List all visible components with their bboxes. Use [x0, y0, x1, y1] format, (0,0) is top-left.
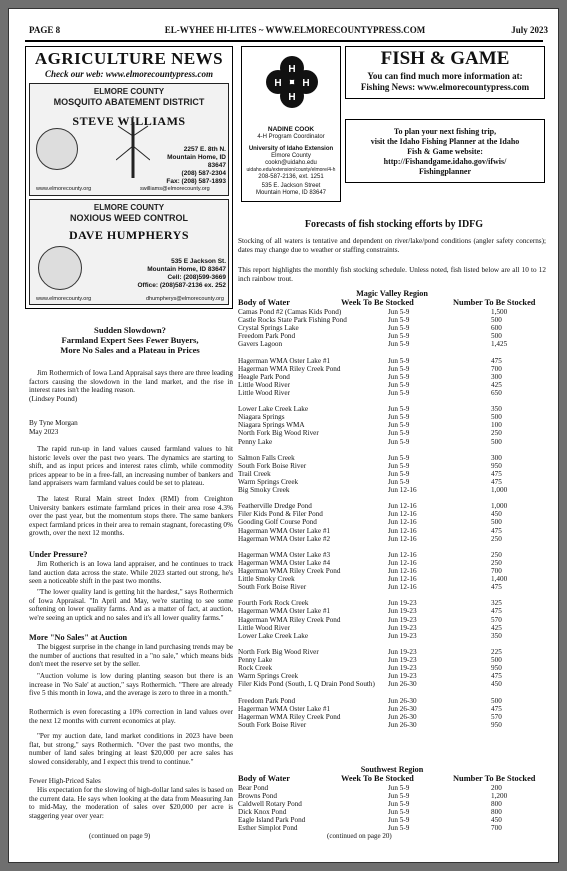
water-name: South Fork Boise River: [238, 720, 307, 729]
newspaper-page: [8, 8, 559, 863]
water-name: Gavers Lagoon: [238, 340, 283, 349]
stock-week: Jun 19-23: [388, 672, 417, 681]
stock-count: 500: [491, 696, 502, 705]
table-row: [238, 510, 546, 518]
weed-ad-address: 535 E Jackson St. Mountain Home, ID 83647 Cell: (208)599-3669 Office: (208)587-2136 ex. 252: [137, 258, 226, 289]
stock-count: 1,000: [491, 486, 508, 495]
county-seal-icon: [38, 246, 82, 290]
forecast-intro: Stocking of all waters is tentative and dependent on river/lake/pond conditions (angler safety concerns); dates may change due to weather or staffing constraints.: [238, 237, 546, 254]
fourh-org2: Elmore County: [271, 153, 311, 159]
mosquito-ad-title2: MOSQUITO ABATEMENT DISTRICT: [53, 97, 205, 107]
table-row: [238, 389, 546, 397]
table-row: [238, 705, 546, 713]
stock-count: 350: [491, 405, 502, 414]
weed-ad-name: DAVE HUMPHERYS: [68, 228, 190, 242]
noxious-weed-ad: [29, 199, 229, 305]
stock-count: 600: [491, 324, 502, 333]
stock-count: 570: [491, 615, 502, 624]
table-spacer: [238, 591, 546, 599]
fourh-ad: [241, 46, 341, 202]
stock-count: 700: [491, 824, 502, 833]
article-paragraph: "Per my auction date, land market conditions in 2023 have been flat, but strong," says Rothermich. "Over the past two months, the number of land sales bringing at least $20,000 per acre sales has slowed considerably, and I expect this trend to continue.": [29, 732, 233, 766]
stock-count: 250: [491, 429, 502, 438]
stock-week: Jun 12-16: [388, 567, 417, 575]
table-row: [238, 792, 546, 800]
stock-count: 425: [491, 623, 502, 632]
stock-week: Jun 19-23: [388, 647, 417, 656]
table-row: [238, 486, 546, 494]
water-name: Esther Simplot Pond: [238, 824, 298, 833]
stock-count: 950: [491, 720, 502, 729]
table-row: [238, 607, 546, 615]
stock-week: Jun 5-9: [388, 437, 410, 446]
article-paragraph: The latest Rural Main street Index (RMI) from Creighton University bankers estimate farmland prices in their area rose 4.3% over the past year, but the momentum stops there. The same bankers expect farmland prices in their area to remain stagnant, forecasting 0% growth, over the next 12 months.: [29, 495, 233, 538]
water-name: Filer Kids Pond & Filer Pond: [238, 510, 323, 519]
southwest-heading: Southwest Region: [360, 765, 424, 774]
water-name: Little Wood River: [238, 388, 290, 397]
stock-count: 475: [491, 469, 502, 478]
county-seal-icon: [36, 128, 78, 170]
stock-week: Jun 5-9: [388, 800, 410, 809]
weed-ad-title1: ELMORE COUNTY: [93, 203, 165, 212]
agriculture-title: AGRICULTURE NEWS: [34, 49, 224, 68]
stock-week: Jun 12-16: [388, 550, 417, 559]
article-subhead: Under Pressure?: [29, 550, 88, 559]
water-name: Little Smoky Creek: [238, 575, 295, 584]
water-name: North Fork Big Wood River: [238, 429, 319, 438]
stock-week: Jun 12-16: [388, 526, 417, 535]
continued-page-9: (continued on page 9): [89, 832, 151, 840]
fishing-planner-text: To plan your next fishing trip, visit the Idaho Fishing Planner at the Idaho Fish & Game website: http://Fishandgame.idaho.gov/ifwis/ Fishingplanner: [370, 127, 520, 176]
table-spacer: [238, 640, 546, 648]
article-paragraph: His expectation for the slowing of high-dollar land sales is based on the current data. He says when looking at the data from Measuring Jan to mid-May, the moderation of sales over $20,000 per acre is staggering year over year:: [29, 786, 233, 820]
table-row: [238, 357, 546, 365]
page-number: PAGE 8: [29, 25, 61, 35]
water-name: Fourth Fork Rock Creek: [238, 599, 309, 608]
water-name: Big Smoky Creek: [238, 486, 290, 495]
stock-count: 425: [491, 380, 502, 389]
table-row: [238, 656, 546, 664]
table-row: [238, 535, 546, 543]
table-row: [238, 324, 546, 332]
mosquito-ad-title1: ELMORE COUNTY: [93, 87, 165, 96]
table-spacer: [238, 688, 546, 696]
table-spacer: [238, 543, 546, 551]
stock-week: Jun 12-16: [388, 534, 417, 543]
stock-week: Jun 5-9: [388, 324, 410, 333]
table-row: [238, 583, 546, 591]
water-name: Camas Pond #2 (Camas Kids Pond): [238, 308, 342, 316]
article-headline: Sudden Slowdown? Farmland Expert Sees Fewer Buyers, More No Sales and a Plateau in Prices: [60, 325, 200, 355]
fish-game-title: FISH & GAME: [380, 48, 510, 69]
stock-week: Jun 5-9: [388, 477, 410, 486]
stock-week: Jun 5-9: [388, 372, 410, 381]
stock-week: Jun 12-16: [388, 583, 417, 592]
svg-text:H: H: [274, 78, 282, 89]
stock-count: 500: [491, 518, 502, 527]
stock-week: Jun 12-16: [388, 518, 417, 527]
table-spacer: [238, 348, 546, 356]
article-lead: Jim Rothermich of Iowa Land Appraisal says there are three leading factors causing the slowdown in the land market, and the rise in interest rates isn't the leading reason. (Lindsey Pound): [29, 369, 233, 403]
water-name: Crystal Springs Lake: [238, 324, 299, 333]
table-row: [238, 527, 546, 535]
table-row: [238, 308, 546, 316]
stock-count: 475: [491, 607, 502, 616]
water-name: Trail Creek: [238, 469, 271, 478]
fourh-email: cookn@uidaho.edu: [265, 160, 317, 166]
water-name: Hagerman WMA Riley Creek Pond: [238, 567, 341, 575]
stock-count: 325: [491, 599, 502, 608]
water-name: Little Wood River: [238, 380, 290, 389]
article-paragraph: The biggest surprise in the change in land purchasing trends may be the number of auctions that resulted in a "no sale," which means bids don't meet the reserve set by the seller.: [29, 643, 233, 669]
stock-week: Jun 26-30: [388, 704, 417, 713]
stock-week: Jun 5-9: [388, 388, 410, 397]
stock-count: 250: [491, 558, 502, 567]
continued-page-20: (continued on page 20): [327, 832, 392, 840]
fourh-addr1: 535 E. Jackson Street: [261, 183, 321, 189]
stock-count: 500: [491, 413, 502, 422]
stock-count: 475: [491, 583, 502, 592]
mosquito-ad-name: STEVE WILLIAMS: [72, 114, 186, 128]
fourh-web: uidaho.edu/extension/county/elmore/4-h: [246, 167, 336, 173]
water-name: Little Wood River: [238, 623, 290, 632]
water-name: Hagerman WMA Oster Lake #1: [238, 526, 331, 535]
magic-table-header: [238, 298, 546, 308]
stock-week: Jun 5-9: [388, 461, 410, 470]
stock-week: Jun 26-30: [388, 720, 417, 729]
table-row: [238, 405, 546, 413]
stock-week: Jun 26-30: [388, 680, 417, 689]
table-row: [238, 413, 546, 421]
water-name: Hagerman WMA Oster Lake #3: [238, 550, 331, 559]
water-name: Hagerman WMA Riley Creek Pond: [238, 615, 341, 624]
stock-count: 650: [491, 388, 502, 397]
water-name: Niagara Springs WMA: [238, 421, 305, 430]
stock-count: 500: [491, 437, 502, 446]
stock-count: 1,200: [491, 792, 508, 801]
table-row: [238, 429, 546, 437]
col-week: Week To Be Stocked: [341, 774, 414, 783]
four-h-clover-icon: [265, 55, 319, 109]
stock-week: Jun 19-23: [388, 599, 417, 608]
table-row: [238, 421, 546, 429]
table-row: [238, 454, 546, 462]
stock-week: Jun 5-9: [388, 421, 410, 430]
stock-week: Jun 5-9: [388, 356, 410, 365]
water-name: Hagerman WMA Riley Creek Pond: [238, 712, 341, 721]
water-name: Dick Knox Pond: [238, 808, 287, 817]
stock-count: 700: [491, 364, 502, 373]
water-name: Heagle Park Pond: [238, 372, 290, 381]
table-row: [238, 518, 546, 526]
water-name: Featherville Dredge Pond: [238, 502, 312, 511]
stock-week: Jun 19-23: [388, 607, 417, 616]
stock-count: 1,400: [491, 575, 508, 584]
magic-valley-table: [238, 308, 546, 729]
water-name: Freedom Park Pond: [238, 332, 296, 341]
col-week: Week To Be Stocked: [341, 298, 414, 307]
fourh-phone: 208-587-2136, ext. 1251: [258, 174, 324, 180]
stock-week: Jun 5-9: [388, 308, 410, 316]
stock-count: 475: [491, 477, 502, 486]
weed-ad-email: dhumpherys@elmorecounty.org: [146, 296, 224, 302]
mosquito-ad-address: 2257 E. 8th N. Mountain Home, ID 83647 (208) 587-2304 Fax: (208) 587-1893: [166, 146, 226, 185]
stock-count: 475: [491, 672, 502, 681]
table-row: [238, 624, 546, 632]
table-row: [238, 340, 546, 348]
water-name: Lower Lake Creek Lake: [238, 631, 309, 640]
water-name: Freedom Park Pond: [238, 696, 296, 705]
water-name: Hagerman WMA Oster Lake #1: [238, 356, 331, 365]
article-paragraph: "The lower quality land is getting hit the hardest," says Rothermich of Iowa Appraisal. "In April and May, we're starting to see some softening on lower quality farms. And as a matter of fact, at auction, we're seeing an uptick and no sales and it's all lower quality farms.": [29, 588, 233, 622]
water-name: Penny Lake: [238, 437, 273, 446]
table-row: [238, 551, 546, 559]
table-row: [238, 478, 546, 486]
stock-week: Jun 5-9: [388, 340, 410, 349]
water-name: Hagerman WMA Oster Lake #1: [238, 607, 331, 616]
table-row: [238, 438, 546, 446]
stock-week: Jun 12-16: [388, 510, 417, 519]
stock-count: 950: [491, 664, 502, 673]
water-name: Eagle Island Park Pond: [238, 816, 306, 825]
article-paragraph: Jim Rotherich is an Iowa land appraiser, and he continues to track land auction data across the state. While 2023 started out strong, he's seen a noticeable shift in the past two months.: [29, 560, 233, 586]
water-name: Salmon Falls Creek: [238, 453, 295, 462]
col-number: Number To Be Stocked: [453, 774, 536, 783]
magic-valley-heading: Magic Valley Region: [356, 289, 428, 298]
stock-week: Jun 5-9: [388, 784, 410, 792]
mosquito-district-ad: [29, 83, 229, 196]
stock-count: 250: [491, 534, 502, 543]
stock-count: 700: [491, 567, 502, 575]
water-name: Hagerman WMA Oster Lake #2: [238, 534, 331, 543]
stock-count: 800: [491, 808, 502, 817]
stock-week: Jun 5-9: [388, 413, 410, 422]
weed-ad-web: www.elmorecounty.org: [36, 296, 92, 302]
agriculture-subtitle: Check our web: www.elmorecountypress.com: [45, 69, 213, 79]
water-name: Niagara Springs: [238, 413, 285, 422]
stock-count: 500: [491, 332, 502, 341]
page-header: [25, 23, 548, 37]
water-name: South Fork Boise River: [238, 583, 307, 592]
stock-count: 200: [491, 784, 502, 792]
stock-count: 500: [491, 316, 502, 325]
table-spacer: [238, 397, 546, 405]
stock-week: Jun 5-9: [388, 429, 410, 438]
stock-week: Jun 26-30: [388, 712, 417, 721]
table-row: [238, 502, 546, 510]
water-name: Hagerman WMA Riley Creek Pond: [238, 364, 341, 373]
table-row: [238, 365, 546, 373]
stock-week: Jun 5-9: [388, 316, 410, 325]
stock-count: 475: [491, 356, 502, 365]
water-name: Castle Rocks State Park Fishing Pond: [238, 316, 347, 325]
water-name: Hagerman WMA Oster Lake #4: [238, 558, 331, 567]
stock-week: Jun 19-23: [388, 631, 417, 640]
article-subhead: More "No Sales" at Auction: [29, 633, 128, 642]
stock-week: Jun 5-9: [388, 808, 410, 817]
stock-count: 100: [491, 421, 502, 430]
table-row: [238, 470, 546, 478]
table-row: [238, 648, 546, 656]
forecast-title: Forecasts of fish stocking efforts by IDFG: [304, 219, 484, 230]
fourh-name: NADINE COOK: [267, 126, 315, 133]
article-paragraph: The rapid run-up in land values caused farmland values to hit historic levels over the past two years. The dynamics are starting to shift, and as input prices and interest rates climb, while commodity prices appear to be in a free-fall, an increasing number of bankers and land appraisers warn farmland values could be set to plateau.: [29, 445, 233, 488]
southwest-table-header: [238, 774, 546, 784]
table-row: [238, 462, 546, 470]
stock-week: Jun 5-9: [388, 824, 410, 833]
stock-week: Jun 5-9: [388, 453, 410, 462]
svg-text:H: H: [288, 64, 296, 75]
stock-count: 350: [491, 631, 502, 640]
stock-week: Jun 26-30: [388, 696, 417, 705]
stock-count: 1,425: [491, 340, 508, 349]
table-row: [238, 381, 546, 389]
stock-week: Jun 12-16: [388, 502, 417, 511]
fish-game-subtitle: You can find much more information at: Fishing News: www.elmorecountypress.com: [360, 71, 530, 92]
article-paragraph: Rothermich is even forecasting a 10% correction in land values over the next 12 months with current economics at play.: [29, 708, 233, 725]
mosquito-ad-email: swilliams@elmorecounty.org: [140, 186, 210, 192]
water-name: Warm Springs Creek: [238, 477, 299, 486]
article-paragraph: "Auction volume is low during planting season but there is an increase in 'No Sale' at auction," says Rothermich. "There are already five 5 this month in Iowa, and the average is zero to three in a month.": [29, 672, 233, 698]
table-spacer: [238, 494, 546, 502]
water-name: Browns Pond: [238, 792, 277, 801]
mosquito-ad-web: www.elmorecounty.org: [36, 186, 92, 192]
stock-count: 475: [491, 704, 502, 713]
table-row: [238, 559, 546, 567]
issue-date: July 2023: [511, 25, 548, 35]
fourh-role: 4-H Program Coordinator: [257, 134, 325, 140]
stock-week: Jun 5-9: [388, 469, 410, 478]
table-row: [238, 575, 546, 583]
table-row: [238, 599, 546, 607]
table-row: [238, 800, 546, 808]
stock-count: 1,500: [491, 308, 508, 316]
col-body-of-water: Body of Water: [238, 774, 290, 783]
water-name: North Fork Big Wood River: [238, 647, 319, 656]
water-name: Caldwell Rotary Pond: [238, 800, 302, 809]
stock-count: 300: [491, 453, 502, 462]
stock-count: 450: [491, 816, 502, 825]
water-name: Rock Creek: [238, 664, 273, 673]
stock-week: Jun 19-23: [388, 623, 417, 632]
table-row: [238, 632, 546, 640]
table-row: [238, 616, 546, 624]
stock-count: 450: [491, 680, 502, 689]
svg-text:H: H: [288, 92, 296, 103]
stock-week: Jun 12-16: [388, 558, 417, 567]
table-row: [238, 373, 546, 381]
water-name: Warm Springs Creek: [238, 672, 299, 681]
table-row: [238, 697, 546, 705]
stock-count: 570: [491, 712, 502, 721]
col-number: Number To Be Stocked: [453, 298, 536, 307]
table-row: [238, 567, 546, 575]
svg-text:H: H: [302, 78, 310, 89]
stock-week: Jun 5-9: [388, 792, 410, 801]
water-name: Filer Kids Pond (South, L Q Drain Pond South): [238, 680, 375, 689]
table-row: [238, 713, 546, 721]
stock-week: Jun 19-23: [388, 615, 417, 624]
table-row: [238, 680, 546, 688]
fourh-addr2: Mountain Home, ID 83647: [255, 190, 327, 196]
article-subhead-plain: Fewer High-Priced Sales: [29, 777, 101, 785]
water-name: Lower Lake Creek Lake: [238, 405, 309, 414]
article-byline: By Tyne Morgan May 2023: [29, 419, 78, 436]
water-name: Gooding Golf Course Pond: [238, 518, 317, 527]
southwest-table: [238, 784, 546, 833]
stock-count: 250: [491, 550, 502, 559]
water-name: Penny Lake: [238, 656, 273, 665]
stock-week: Jun 5-9: [388, 332, 410, 341]
stock-week: Jun 12-16: [388, 575, 417, 584]
stock-count: 950: [491, 461, 502, 470]
water-name: Hagerman WMA Oster Lake #1: [238, 704, 331, 713]
fourh-org1: University of Idaho Extension: [248, 146, 334, 152]
table-row: [238, 332, 546, 340]
stock-count: 450: [491, 510, 502, 519]
header-rule: [25, 40, 543, 42]
table-spacer: [238, 446, 546, 454]
stock-count: 800: [491, 800, 502, 809]
stock-week: Jun 5-9: [388, 380, 410, 389]
table-row: [238, 316, 546, 324]
table-row: [238, 721, 546, 729]
stock-week: Jun 19-23: [388, 656, 417, 665]
table-row: [238, 816, 546, 824]
stock-week: Jun 5-9: [388, 816, 410, 825]
stock-week: Jun 5-9: [388, 405, 410, 414]
col-body-of-water: Body of Water: [238, 298, 290, 307]
water-name: Bear Pond: [238, 784, 269, 792]
water-name: South Fork Boise River: [238, 461, 307, 470]
table-row: [238, 824, 546, 832]
stock-count: 500: [491, 656, 502, 665]
masthead: EL-WYHEE HI-LITES ~ WWW.ELMORECOUNTYPRESS.COM: [164, 25, 426, 35]
stock-count: 300: [491, 372, 502, 381]
table-row: [238, 664, 546, 672]
stock-count: 475: [491, 526, 502, 535]
stock-week: Jun 12-16: [388, 486, 417, 495]
stock-week: Jun 5-9: [388, 364, 410, 373]
forecast-note: This report highlights the monthly fish stocking schedule. Unless noted, fish listed below are all 10 to 12 inch rainbow trout.: [238, 266, 546, 283]
weed-ad-title2: NOXIOUS WEED CONTROL: [69, 213, 188, 223]
stock-week: Jun 19-23: [388, 664, 417, 673]
table-row: [238, 808, 546, 816]
table-row: [238, 784, 546, 792]
mosquito-icon: [116, 116, 150, 186]
table-row: [238, 672, 546, 680]
stock-count: 225: [491, 647, 502, 656]
stock-count: 1,000: [491, 502, 508, 511]
